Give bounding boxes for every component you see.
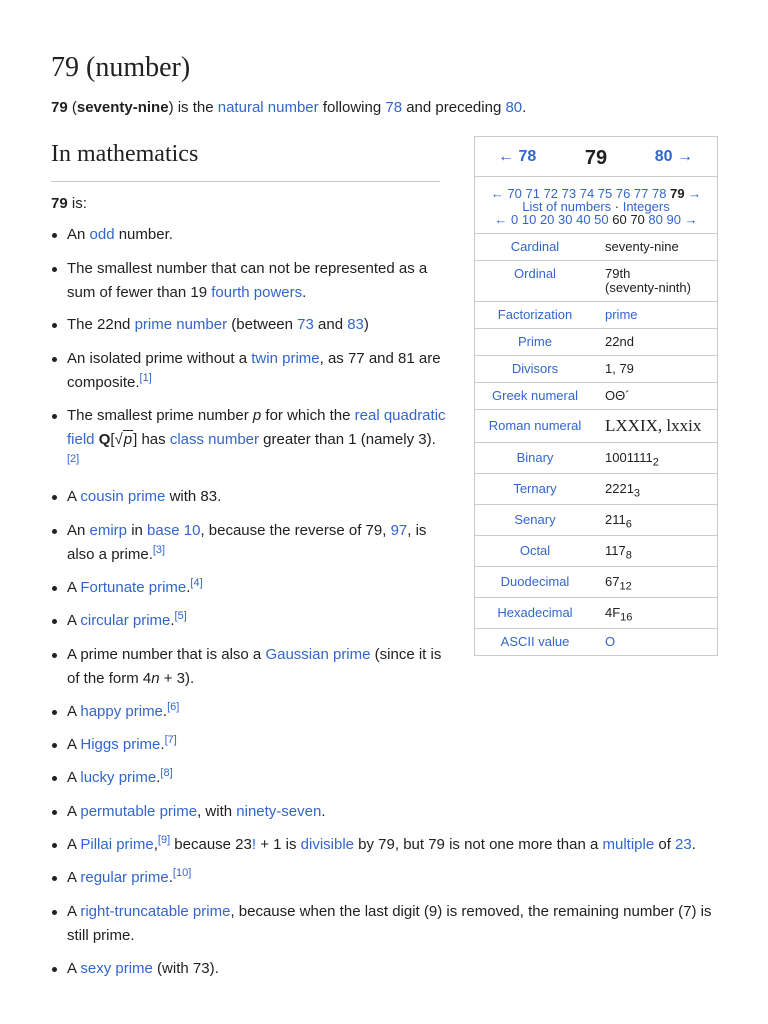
text: [√ bbox=[110, 431, 123, 448]
label-ternary[interactable]: Ternary bbox=[513, 481, 557, 496]
text: . bbox=[186, 579, 191, 596]
infobox-row-greek bbox=[475, 383, 717, 410]
text: , bbox=[153, 836, 158, 853]
value-octal bbox=[595, 536, 717, 566]
text: number. bbox=[114, 226, 173, 243]
value-duodecimal bbox=[595, 567, 717, 597]
infobox-row-prime bbox=[475, 329, 717, 356]
math-variable: n bbox=[151, 670, 160, 687]
infobox-row-ascii bbox=[475, 629, 717, 655]
value-ordinal bbox=[595, 261, 717, 301]
math-variable: p bbox=[252, 407, 262, 424]
text: An bbox=[67, 522, 90, 539]
next-number-link[interactable]: 80 → bbox=[654, 148, 693, 165]
list-item bbox=[67, 485, 447, 509]
value-ascii bbox=[595, 629, 717, 655]
link-fortunate-prime[interactable]: Fortunate prime bbox=[80, 579, 187, 596]
text: . bbox=[162, 703, 168, 720]
value-factorization bbox=[595, 302, 717, 328]
list-item bbox=[67, 800, 727, 824]
value-binary-digits: 1001111 bbox=[605, 450, 653, 465]
text: A bbox=[67, 903, 81, 920]
text: A bbox=[67, 612, 81, 629]
value-binary-base: 2 bbox=[652, 456, 659, 469]
infobox-navigation bbox=[475, 137, 717, 177]
link-permutable-prime[interactable]: permutable prime bbox=[80, 803, 198, 820]
label-factorization[interactable]: Factorization bbox=[497, 307, 573, 322]
infobox-row-duodecimal bbox=[475, 567, 717, 598]
tens-numbers-before[interactable]: 0 10 20 30 40 50 bbox=[511, 212, 609, 227]
text: A bbox=[67, 579, 81, 596]
next-tens-arrow[interactable]: → bbox=[684, 212, 698, 227]
math-radicand: p bbox=[123, 431, 133, 448]
infobox-row-cardinal bbox=[475, 234, 717, 261]
infobox-row-ordinal bbox=[475, 261, 717, 302]
value-ternary-digits: 2221 bbox=[605, 481, 634, 496]
text: . bbox=[691, 836, 696, 853]
reference-2[interactable]: [2] bbox=[67, 453, 80, 465]
link-twin-prime[interactable]: twin prime bbox=[251, 350, 320, 367]
list-item bbox=[67, 900, 727, 948]
text: The smallest prime number bbox=[67, 407, 253, 424]
value-senary-base: 6 bbox=[625, 518, 632, 531]
link-ascii-character[interactable]: O bbox=[605, 634, 616, 649]
link-higgs-prime[interactable]: Higgs prime bbox=[80, 736, 161, 753]
text: An bbox=[67, 226, 90, 243]
reference-7[interactable]: [7] bbox=[164, 734, 177, 746]
link-happy-prime[interactable]: happy prime bbox=[80, 703, 163, 720]
text: A bbox=[67, 836, 81, 853]
text: A bbox=[67, 869, 81, 886]
intro-bold-name: seventy-nine bbox=[76, 99, 169, 116]
text: in bbox=[127, 522, 148, 539]
list-item bbox=[67, 223, 447, 247]
label-divisors[interactable]: Divisors bbox=[511, 361, 559, 376]
value-senary-digits: 211 bbox=[605, 512, 626, 527]
label-roman-numeral[interactable]: Roman numeral bbox=[488, 418, 582, 433]
text: A bbox=[67, 488, 81, 505]
text: , with bbox=[197, 803, 237, 820]
link-83[interactable]: 83 bbox=[347, 316, 364, 333]
infobox-row-factorization bbox=[475, 302, 717, 329]
intro-text: following bbox=[318, 99, 386, 116]
page-title: 79 (number) bbox=[51, 52, 191, 83]
link-integers[interactable]: Integers bbox=[622, 199, 670, 214]
tens-current: 60 70 bbox=[612, 212, 645, 227]
separator: · bbox=[611, 199, 623, 214]
label-prime[interactable]: Prime bbox=[518, 334, 552, 349]
intro-text: ( bbox=[67, 99, 77, 116]
intro-bold-number: 79 bbox=[51, 99, 68, 116]
current-number: 79 bbox=[584, 147, 608, 169]
reference-6[interactable]: [6] bbox=[167, 701, 180, 713]
link-divisible[interactable]: divisible bbox=[300, 836, 354, 853]
list-item bbox=[67, 404, 447, 476]
math-field-symbol: Q bbox=[98, 431, 111, 448]
link-multiple[interactable]: multiple bbox=[602, 836, 655, 853]
lead-text: is: bbox=[67, 195, 87, 212]
text: + 3). bbox=[159, 670, 195, 687]
infobox-row-divisors bbox=[475, 356, 717, 383]
value-duodecimal-digits: 67 bbox=[605, 574, 620, 589]
text: A bbox=[67, 703, 81, 720]
list-item bbox=[67, 609, 447, 633]
label-octal[interactable]: Octal bbox=[519, 543, 551, 558]
infobox-row-binary bbox=[475, 443, 717, 474]
text: ] has bbox=[133, 431, 170, 448]
link-gaussian-prime[interactable]: Gaussian prime bbox=[265, 646, 371, 663]
value-duodecimal-base: 12 bbox=[619, 580, 632, 593]
value-senary bbox=[595, 505, 717, 535]
value-ternary-base: 3 bbox=[633, 487, 641, 500]
list-item bbox=[67, 766, 447, 790]
text: . bbox=[321, 803, 326, 820]
list-item bbox=[67, 833, 747, 857]
lead-bold-number: 79 bbox=[51, 195, 68, 212]
value-octal-digits: 117 bbox=[605, 543, 626, 558]
text: ) bbox=[363, 316, 369, 333]
text: A bbox=[67, 960, 81, 977]
value-octal-base: 8 bbox=[625, 549, 632, 562]
text: (with 73). bbox=[152, 960, 219, 977]
prev-sequence-arrow[interactable]: ← bbox=[490, 186, 504, 201]
sequence-numbers[interactable]: 70 71 72 73 74 75 76 77 78 bbox=[507, 186, 667, 201]
text: The smallest number that can not be represented as a sum of fewer than 19 bbox=[67, 260, 428, 301]
text: , is also a prime. bbox=[67, 522, 427, 563]
link-ninety-seven[interactable]: ninety-seven bbox=[236, 803, 322, 820]
reference-5[interactable]: [5] bbox=[174, 610, 187, 622]
value-hexadecimal-digits: 4F bbox=[605, 605, 621, 620]
infobox-row-senary bbox=[475, 505, 717, 536]
next-sequence-arrow[interactable]: → bbox=[688, 186, 702, 201]
label-ordinal[interactable]: Ordinal bbox=[514, 266, 556, 281]
infobox-row-roman bbox=[475, 410, 717, 443]
infobox-row-octal bbox=[475, 536, 717, 567]
text: + 1 is bbox=[256, 836, 301, 853]
reference-8[interactable]: [8] bbox=[160, 767, 173, 779]
intro-text: and preceding bbox=[402, 99, 506, 116]
text: , because when the last digit (9) is removed, the remaining number (7) is still prime. bbox=[67, 903, 712, 944]
label-greek-numeral[interactable]: Greek numeral bbox=[492, 388, 578, 403]
link-pillai-prime[interactable]: Pillai prime bbox=[80, 836, 154, 853]
reference-10[interactable]: [10] bbox=[172, 867, 192, 879]
list-item bbox=[67, 866, 727, 890]
link-80[interactable]: 80 bbox=[505, 99, 523, 116]
link-23[interactable]: 23 bbox=[675, 836, 692, 853]
text: of bbox=[654, 836, 676, 853]
value-divisors: 1, 79 bbox=[605, 361, 634, 376]
link-cousin-prime[interactable]: cousin prime bbox=[80, 488, 166, 505]
text: . bbox=[168, 869, 173, 886]
list-item bbox=[67, 576, 447, 600]
value-binary bbox=[595, 443, 717, 473]
prev-tens-arrow[interactable]: ← bbox=[494, 212, 508, 227]
text: The 22nd bbox=[67, 316, 135, 333]
value-ordinal-line1: 79th bbox=[605, 266, 631, 281]
infobox-number-list bbox=[475, 177, 717, 234]
list-item bbox=[67, 733, 447, 757]
label-senary[interactable]: Senary bbox=[514, 512, 556, 527]
value-hexadecimal-base: 16 bbox=[620, 611, 633, 624]
list-item bbox=[67, 700, 447, 724]
text: A bbox=[67, 736, 81, 753]
value-hexadecimal bbox=[595, 598, 717, 628]
tens-sequence-row bbox=[475, 213, 717, 226]
infobox-row-ternary bbox=[475, 474, 717, 505]
number-infobox bbox=[474, 136, 718, 656]
section-heading-mathematics: In mathematics bbox=[51, 138, 440, 182]
text: , because the reverse of 79, bbox=[200, 522, 391, 539]
link-emirp[interactable]: emirp bbox=[89, 522, 128, 539]
label-cardinal[interactable]: Cardinal bbox=[510, 239, 560, 254]
label-hexadecimal[interactable]: Hexadecimal bbox=[497, 605, 573, 620]
link-right-truncatable-prime[interactable]: right-truncatable prime bbox=[80, 903, 231, 920]
link-list-of-numbers[interactable]: List of numbers bbox=[522, 199, 612, 214]
text: . bbox=[156, 769, 161, 786]
text: (since it is of the form 4 bbox=[67, 646, 442, 687]
text: greater than 1 (namely 3). bbox=[259, 431, 436, 448]
link-odd[interactable]: odd bbox=[89, 226, 115, 243]
prev-number-link[interactable]: ← 78 bbox=[498, 148, 537, 165]
link-prime-number[interactable]: prime number bbox=[134, 316, 228, 333]
text: because 23 bbox=[170, 836, 252, 853]
text: An isolated prime without a bbox=[67, 350, 252, 367]
reference-3[interactable]: [3] bbox=[152, 544, 166, 556]
link-natural-number[interactable]: natural number bbox=[217, 99, 319, 116]
link-real-quadratic-field[interactable]: real quadratic field bbox=[67, 407, 446, 448]
tens-numbers-after[interactable]: 80 90 bbox=[648, 212, 681, 227]
link-78[interactable]: 78 bbox=[385, 99, 403, 116]
value-roman-numeral: LXXIX, lxxix bbox=[605, 416, 702, 435]
link-base-10[interactable]: base 10 bbox=[147, 522, 201, 539]
text: . bbox=[302, 284, 307, 301]
link-97[interactable]: 97 bbox=[390, 522, 408, 539]
link-class-number[interactable]: class number bbox=[169, 431, 260, 448]
intro-paragraph bbox=[51, 96, 731, 120]
value-greek-numeral: ΟΘ´ bbox=[605, 388, 630, 403]
list-item bbox=[67, 957, 727, 981]
reference-1[interactable]: [1] bbox=[139, 372, 152, 384]
link-circular-prime[interactable]: circular prime bbox=[80, 612, 171, 629]
text: . bbox=[160, 736, 165, 753]
label-binary[interactable]: Binary bbox=[516, 450, 554, 465]
intro-text: . bbox=[522, 99, 527, 116]
value-ordinal-line2: (seventy-ninth) bbox=[605, 280, 691, 295]
link-regular-prime[interactable]: regular prime bbox=[80, 869, 169, 886]
link-factorial[interactable]: ! bbox=[251, 836, 257, 853]
text: (between bbox=[227, 316, 298, 333]
label-duodecimal[interactable]: Duodecimal bbox=[500, 574, 570, 589]
intro-text: ) is the bbox=[168, 99, 218, 116]
link-lucky-prime[interactable]: lucky prime bbox=[80, 769, 157, 786]
reference-9[interactable]: [9] bbox=[157, 834, 171, 846]
label-ascii-value[interactable]: ASCII value bbox=[500, 634, 570, 649]
value-ternary bbox=[595, 474, 717, 504]
text: A bbox=[67, 803, 81, 820]
text: , as 77 and 81 are composite. bbox=[67, 350, 441, 391]
text: A bbox=[67, 769, 81, 786]
section-lead bbox=[51, 192, 87, 216]
list-item bbox=[67, 643, 447, 691]
link-sexy-prime[interactable]: sexy prime bbox=[80, 960, 153, 977]
infobox-row-hexadecimal bbox=[475, 598, 717, 629]
list-item bbox=[67, 257, 447, 305]
value-prime: 22nd bbox=[605, 334, 634, 349]
reference-4[interactable]: [4] bbox=[190, 577, 203, 589]
list-item bbox=[67, 347, 447, 395]
value-cardinal: seventy-nine bbox=[605, 239, 679, 254]
text: A prime number that is also a bbox=[67, 646, 266, 663]
text: for which the bbox=[261, 407, 355, 424]
sequence-current: 79 bbox=[670, 186, 685, 201]
list-item bbox=[67, 519, 447, 567]
text: by 79, but 79 is not one more than a bbox=[354, 836, 603, 853]
text: and bbox=[313, 316, 348, 333]
text: with 83. bbox=[165, 488, 222, 505]
text: . bbox=[170, 612, 175, 629]
link-fourth-powers[interactable]: fourth powers bbox=[211, 284, 303, 301]
link-prime[interactable]: prime bbox=[605, 307, 638, 322]
link-73[interactable]: 73 bbox=[297, 316, 314, 333]
list-item bbox=[67, 313, 447, 337]
